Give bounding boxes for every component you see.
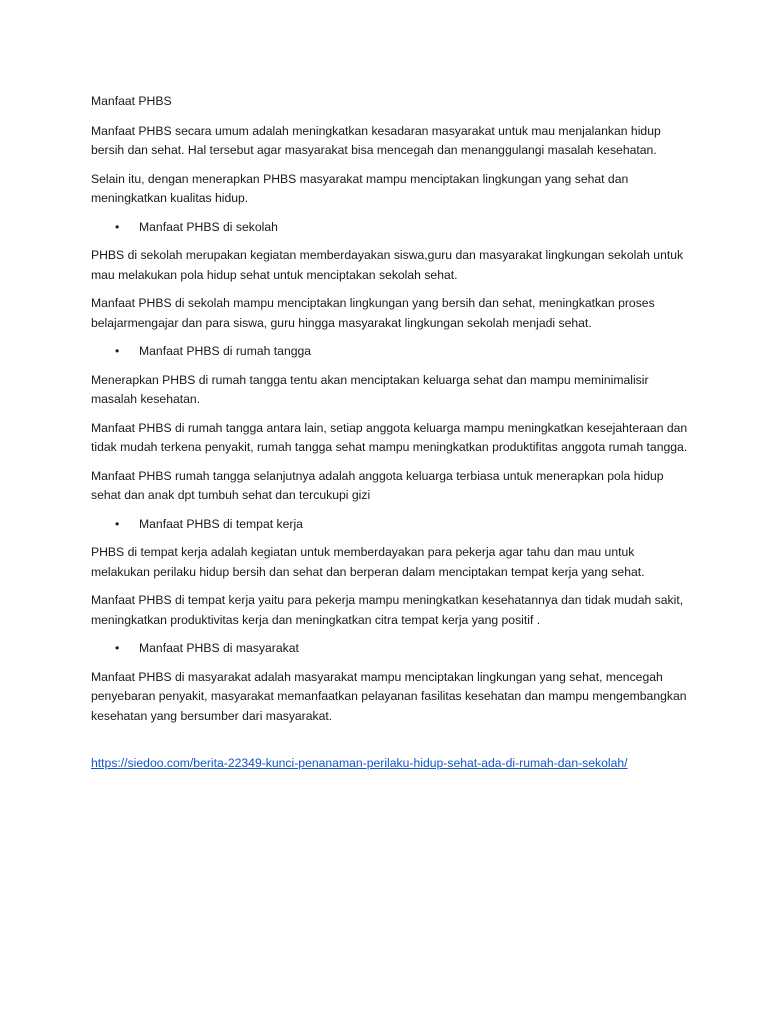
bullet-icon: •	[115, 219, 120, 234]
section-heading-tempat-kerja	[91, 515, 691, 535]
rumah-tangga-paragraph-3: Manfaat PHBS rumah tangga selanjutnya adalah anggota keluarga terbiasa untuk menerapkan pola hidup sehat dan anak dpt tumbuh sehat dan tercukupi gizi	[91, 468, 664, 502]
document-title: Manfaat PHBS	[91, 94, 172, 108]
tempat-kerja-paragraph-2: Manfaat PHBS di tempat kerja yaitu para pekerja mampu meningkatkan kesehatannya dan tidak mudah sakit, meningkatkan produktivitas kerja dan meningkatkan citra tempat kerja yang positif .	[91, 593, 684, 627]
section-heading-label: Manfaat PHBS di rumah tangga	[139, 344, 312, 358]
section-heading-label: Manfaat PHBS di tempat kerja	[139, 516, 303, 531]
bullet-icon: •	[115, 344, 120, 358]
bullet-icon: •	[115, 641, 120, 655]
source-link[interactable]: https://siedoo.com/berita-22349-kunci-penanaman-perilaku-hidup-sehat-ada-di-rumah-dan-sekolah/	[91, 756, 628, 770]
sekolah-paragraph-1: PHBS di sekolah merupakan kegiatan memberdayakan siswa,guru dan masyarakat lingkungan sekolah untuk mau melakukan pola hidup sehat untuk menciptakan sekolah sehat.	[91, 248, 684, 282]
masyarakat-paragraph-1: Manfaat PHBS di masyarakat adalah masyarakat mampu menciptakan lingkungan yang sehat, mencegah penyebaran penyakit, masyarakat memanfaatkan pelayanan fasilitas kesehatan dan mampu mengembangkan kesehatan yang bersumber dari masyarakat.	[91, 669, 687, 723]
document-page	[91, 92, 691, 774]
intro-paragraph-2: Selain itu, dengan menerapkan PHBS masyarakat mampu menciptakan lingkungan yang sehat dan meningkatkan kualitas hidup.	[91, 171, 629, 205]
section-heading-label: Manfaat PHBS di masyarakat	[139, 641, 299, 655]
section-heading-label: Manfaat PHBS di sekolah	[139, 219, 278, 234]
section-heading-rumah-tangga	[91, 342, 691, 362]
section-heading-masyarakat	[91, 639, 691, 659]
source-link-container	[91, 754, 691, 774]
bullet-icon: •	[115, 516, 120, 531]
section-heading-sekolah	[91, 218, 691, 238]
rumah-tangga-paragraph-1: Menerapkan PHBS di rumah tangga tentu akan menciptakan keluarga sehat dan mampu meminimalisir masalah kesehatan.	[91, 372, 649, 406]
tempat-kerja-paragraph-1: PHBS di tempat kerja adalah kegiatan untuk memberdayakan para pekerja agar tahu dan mau untuk melakukan perilaku hidup bersih dan sehat dan berperan dalam menciptakan tempat kerja yang sehat.	[91, 545, 645, 579]
sekolah-paragraph-2: Manfaat PHBS di sekolah mampu menciptakan lingkungan yang bersih dan sehat, meningkatkan proses belajarmengajar dan para siswa, guru hingga masyarakat lingkungan sekolah menjadi sehat.	[91, 296, 655, 330]
rumah-tangga-paragraph-2: Manfaat PHBS di rumah tangga antara lain, setiap anggota keluarga mampu meningkatkan kesejahteraan dan tidak mudah terkena penyakit, rumah tangga sehat mampu meningkatkan produktifitas anggota rumah tangga.	[91, 420, 688, 454]
intro-paragraph-1: Manfaat PHBS secara umum adalah meningkatkan kesadaran masyarakat untuk mau menjalankan hidup bersih dan sehat. Hal tersebut agar masyarakat bisa mencegah dan menanggulangi masalah kesehatan.	[91, 123, 661, 157]
